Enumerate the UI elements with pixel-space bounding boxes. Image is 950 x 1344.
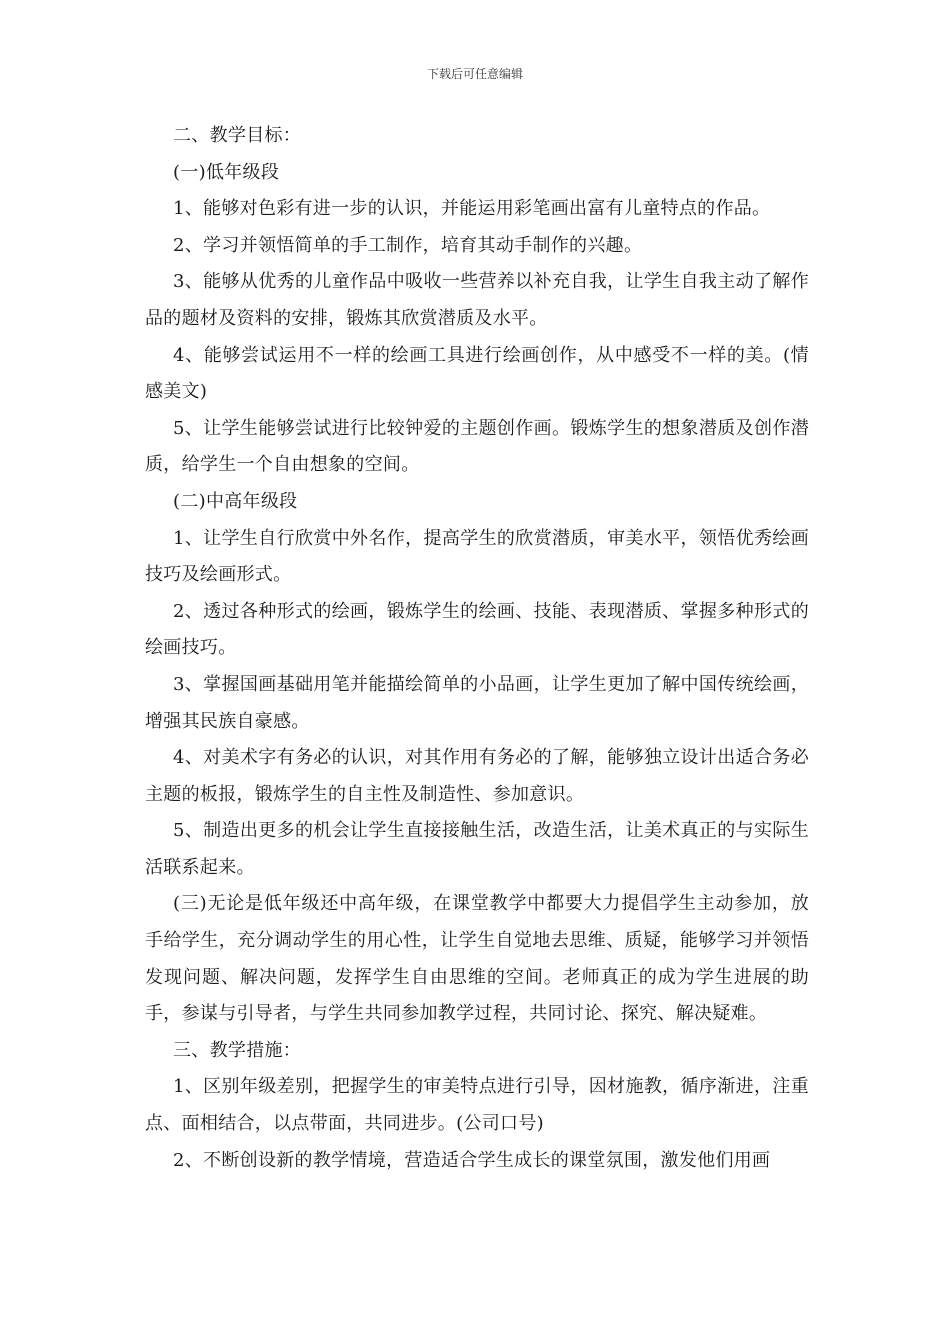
subheading-lower-grades: (一)低年级段: [173, 161, 280, 183]
section-heading-measures: 三、教学措施：: [173, 1039, 302, 1061]
paragraph: 2、透过各种形式的绘画，锻炼学生的绘画、技能、表现潜质、掌握多种形式的绘画技巧。: [145, 600, 809, 659]
section-heading-goals: 二、教学目标：: [173, 125, 302, 146]
subheading-upper-grades: (二)中高年级段: [173, 490, 298, 512]
paragraph: 1、让学生自行欣赏中外名作，提高学生的欣赏潜质，审美水平，领悟优秀绘画技巧及绘画形式。: [145, 527, 809, 586]
paragraph: 2、不断创设新的教学情境，营造适合学生成长的课堂氛围，激发他们用画: [173, 1149, 771, 1171]
paragraph: 1、区别年级差别，把握学生的审美特点进行引导，因材施教，循序渐进，注重点、面相结合，以点带面，共同进步。(公司口号): [145, 1076, 809, 1135]
paragraph: (三)无论是低年级还中高年级，在课堂教学中都要大力提倡学生主动参加，放手给学生，充分调动学生的用心性，让学生自觉地去思维、质疑，能够学习并领悟发现问题、解决问题，发挥学生自由思维的空间。老师真正的成为学生进展的助手，参谋与引导者，与学生共同参加教学过程，共同讨论、探究、解决疑难。: [145, 893, 809, 1025]
paragraph: 5、让学生能够尝试进行比较钟爱的主题创作画。锻炼学生的想象潜质及创作潜质，给学生一个自由想象的空间。: [145, 417, 809, 476]
paragraph: 3、掌握国画基础用笔并能描绘简单的小品画，让学生更加了解中国传统绘画，增强其民族自豪感。: [145, 673, 809, 732]
paragraph: 4、能够尝试运用不一样的绘画工具进行绘画创作，从中感受不一样的美。(情感美文): [145, 344, 809, 403]
paragraph: 4、对美术字有务必的认识，对其作用有务必的了解，能够独立设计出适合务必主题的板报，锻炼学生的自主性及制造性、参加意识。: [145, 747, 809, 805]
download-note: 下载后可任意编辑: [426, 67, 523, 81]
paragraph: 2、学习并领悟简单的手工制作，培育其动手制作的兴趣。: [173, 234, 643, 256]
paragraph: 5、制造出更多的机会让学生直接接触生活，改造生活，让美术真正的与实际生活联系起来。: [145, 820, 809, 878]
document-body: [145, 118, 809, 1179]
paragraph: 1、能够对色彩有进一步的认识，并能运用彩笔画出富有儿童特点的作品。: [173, 198, 771, 220]
paragraph: 3、能够从优秀的儿童作品中吸收一些营养以补充自我，让学生自我主动了解作品的题材及资料的安排，锻炼其欣赏潜质及水平。: [145, 271, 809, 329]
